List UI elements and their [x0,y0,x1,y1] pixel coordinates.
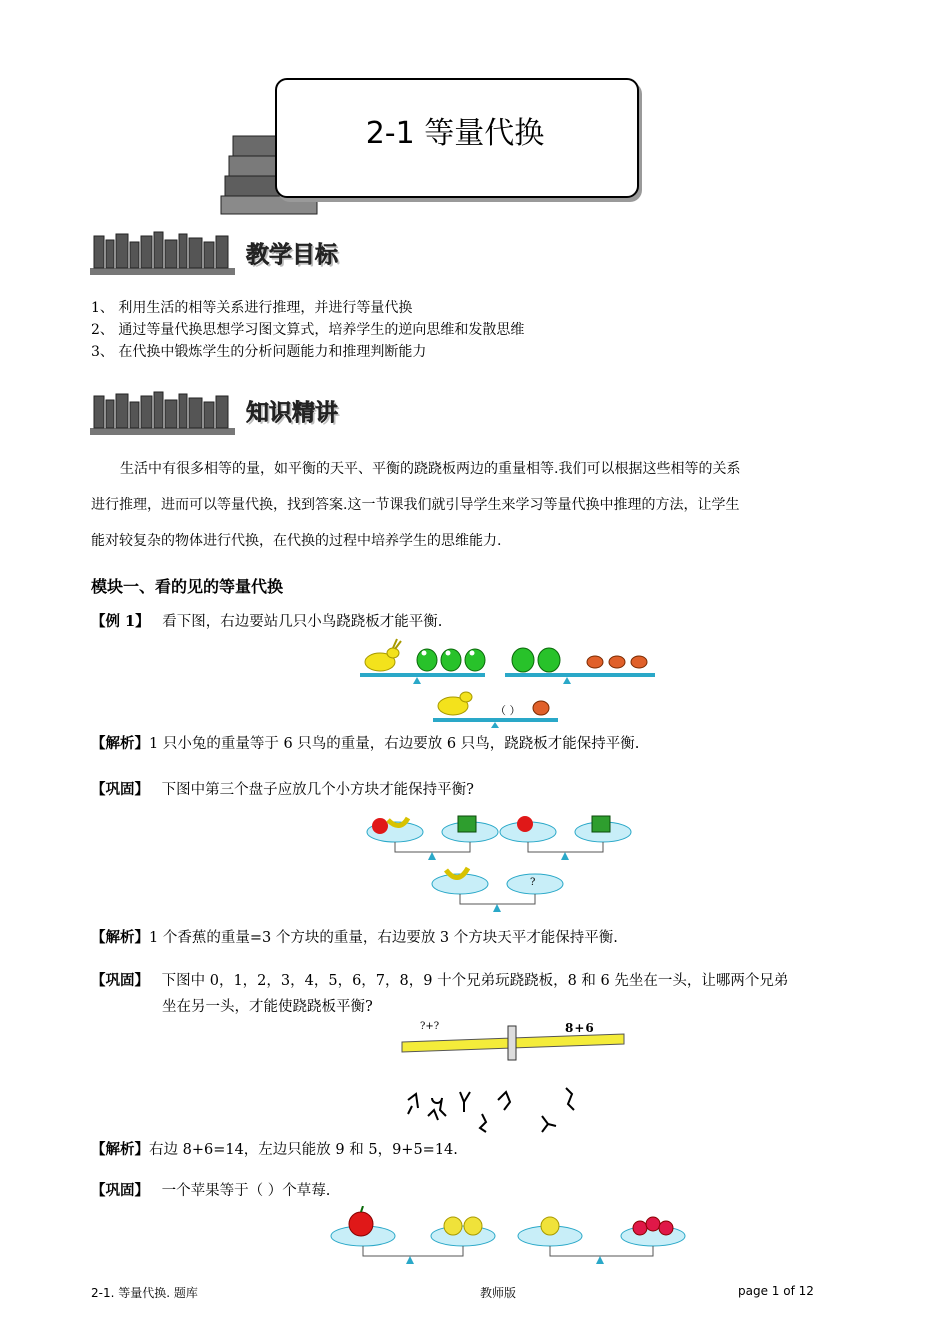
fruit-balance-figure [328,1206,693,1268]
footer-page-number: page 1 of 12 [738,1284,814,1298]
consolidate-text: 一个苹果等于（ ）个草莓. [161,1183,331,1199]
example-text: 看下图，右边要站几只小鸟跷跷板才能平衡. [162,614,443,630]
answer-1 [91,731,639,757]
goal-item: 2、 通过等量代换思想学习图文算式，培养学生的逆向思维和发散思维 [91,322,525,338]
intro-line: 生活中有很多相等的量，如平衡的天平、平衡的跷跷板两边的重量相等.我们可以根据这些相等的关系 [120,461,741,477]
consolidate-tag: 【巩固】 [91,1182,149,1199]
footer-left: 2-1. 等量代换. 题库 [91,1286,198,1300]
consolidate-tag: 【巩固】 [91,781,149,798]
answer-2 [91,925,618,951]
seesaw-blank: （ ） [495,704,521,717]
intro-line: 能对较复杂的物体进行代换，在代换的过程中培养学生的思维能力. [91,533,502,549]
goal-item: 1、 利用生活的相等关系进行推理，并进行等量代换 [91,300,413,316]
plank-figure [398,1020,628,1138]
answer-text: 1 只小兔的重量等于 6 只鸟的重量，右边要放 6 只鸟，跷跷板才能保持平衡. [149,736,640,752]
consolidate-text: 下图中 0，1，2，3，4，5，6，7，8，9 十个兄弟玩跷跷板，8 和 6 先坐在一头，让哪两个兄弟 [161,973,789,989]
example-1 [91,609,442,635]
balance-figure [360,810,640,920]
bookshelf-icon [90,228,235,276]
answer-tag: 【解析】 [91,929,149,946]
consolidate-tag: 【巩固】 [91,972,149,989]
consolidate-text-cont: 坐在另一头，才能使跷跷板平衡? [162,999,373,1015]
plank-left-label: ?+? [420,1021,440,1032]
consolidate-text: 下图中第三个盘子应放几个小方块才能保持平衡? [161,782,474,798]
answer-3 [91,1137,458,1163]
plank-right-label: 8+6 [565,1021,595,1035]
goal-item: 3、 在代换中锻炼学生的分析问题能力和推理判断能力 [91,344,427,360]
page-title: 2-1 等量代换 [365,116,545,151]
section-title-goals: 教学目标 [246,242,338,268]
section-title-knowledge: 知识精讲 [246,400,338,426]
consolidate-1 [91,777,474,803]
example-tag: 【例 1】 [91,613,150,630]
answer-tag: 【解析】 [91,1141,149,1158]
module-heading: 模块一、看的见的等量代换 [91,577,284,596]
footer-center: 教师版 [480,1286,517,1300]
answer-tag: 【解析】 [91,735,149,752]
consolidate-3 [91,1178,330,1204]
answer-text: 1 个香蕉的重量=3 个方块的重量，右边要放 3 个方块天平才能保持平衡. [149,930,618,946]
intro-line: 进行推理，进而可以等量代换，找到答案.这一节课我们就引导学生来学习等量代换中推理的方法，让学生 [91,497,740,513]
consolidate-2 [91,968,788,994]
balance-question-mark: ? [530,877,536,888]
bookshelf-icon [90,388,235,436]
answer-text: 右边 8+6=14，左边只能放 9 和 5，9+5=14. [149,1142,458,1158]
